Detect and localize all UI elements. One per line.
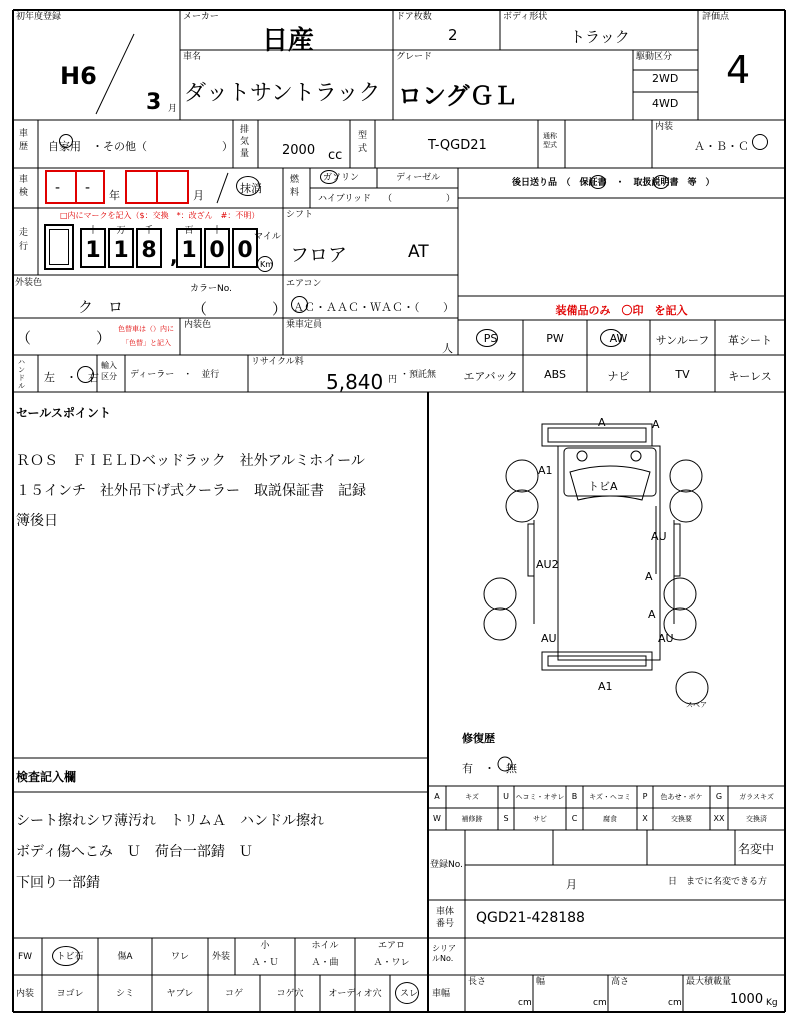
drive-label: 駆動区分	[636, 52, 673, 62]
legend-cell: B	[571, 792, 578, 801]
recycle-value: 5,840	[326, 370, 384, 394]
car-name-label: 車名	[183, 52, 202, 62]
int-color-paren-open: （	[16, 329, 32, 347]
legend-cell: P	[642, 792, 648, 801]
legend-cell: ヘコミ・オサレ	[515, 793, 565, 801]
history-label: 車歴	[19, 129, 29, 152]
legend-cell: サビ	[533, 815, 547, 823]
model-value: T-QGD21	[428, 138, 487, 153]
cm-unit: cm	[518, 998, 532, 1008]
recycle-label: リサイクル料	[251, 357, 304, 367]
selection-circle	[77, 366, 94, 383]
reg-month: 月	[566, 878, 577, 891]
color-paren-close: ）	[272, 300, 288, 318]
interior-damage-item: ヤブレ	[166, 989, 194, 999]
repair-history-value: 有 ・ 無	[462, 762, 517, 775]
recycle-unit: 円	[388, 375, 398, 385]
sales-line: 簿後日	[16, 513, 58, 529]
wheel-items: Ａ・曲	[311, 958, 339, 968]
capacity-unit: 人	[442, 342, 453, 355]
legend-cell: キズ・ヘコミ	[589, 793, 631, 801]
selection-circle	[257, 256, 273, 272]
color-no-label: カラーNo.	[190, 284, 232, 294]
inspection-none: 抹消	[240, 182, 262, 195]
equipment-item: ナビ	[607, 370, 630, 383]
fw-item: 傷A	[117, 952, 133, 962]
inspect-title: 検査記入欄	[16, 770, 77, 784]
chassis-label: 車体番号	[436, 907, 455, 929]
inspect-line: ボディ傷へこみ Ｕ 荷台一部錆 Ｕ	[16, 844, 253, 860]
equipment-item: サンルーフ	[655, 334, 710, 347]
legend-cell: キズ	[465, 793, 479, 801]
maker-value: 日産	[262, 26, 315, 56]
equipment-item: TV	[675, 368, 690, 381]
odometer-unit: 一	[240, 226, 250, 236]
kg-unit: Kg	[766, 998, 778, 1008]
inspection-label: 車検	[19, 175, 29, 198]
legend-cell: S	[503, 814, 509, 823]
repaint-note-1: 色替車は（）内に	[118, 325, 174, 333]
common-model-label: 通称型式	[543, 132, 557, 149]
grade-value: ロングＧＬ	[398, 82, 518, 110]
inspect-lines	[16, 806, 324, 899]
selection-circle	[395, 982, 419, 1004]
history-value: 自家用 ・その他（	[48, 140, 147, 153]
interior-damage-item: オーディオ穴	[328, 989, 382, 999]
equipment-item: ABS	[544, 368, 566, 381]
small-label: 小	[260, 941, 270, 951]
exterior-color: ク ロ	[78, 298, 124, 316]
interior-damage-item: スレ	[399, 989, 418, 999]
selection-circle	[752, 134, 768, 150]
selection-circle	[600, 329, 622, 347]
doors-value: 2	[448, 26, 458, 44]
legend-cell: ガラスキズ	[739, 793, 774, 801]
diagram-label: A1	[598, 680, 613, 693]
interior-damage-item: コゲ穴	[276, 989, 304, 999]
maker-label: メーカー	[183, 12, 219, 22]
odometer-unit: 十	[88, 226, 98, 236]
car-name-value: ダットサントラック	[184, 81, 381, 106]
diagram-label: A	[598, 416, 606, 429]
int-label: 内装	[16, 989, 35, 999]
odometer-unit: 十	[212, 226, 222, 236]
odometer-unit: 千	[144, 226, 154, 236]
legend-cell: 補修跡	[461, 815, 483, 823]
fuel-diesel: ディーゼル	[396, 173, 441, 183]
diagram-label: AU	[651, 530, 667, 543]
wheel-label: ホイル	[311, 941, 339, 951]
reg-no-label: 登録No.	[430, 860, 463, 870]
digit-separator: ,	[170, 244, 178, 268]
diagram-label: A	[648, 608, 656, 621]
displacement-value: 2000	[282, 143, 316, 158]
shift-value: フロア	[290, 244, 348, 266]
interior-damage-item: シミ	[115, 989, 134, 999]
odometer-digit: 1	[85, 238, 101, 263]
aircon-label: エアコン	[286, 279, 322, 289]
history-close: ）	[222, 140, 233, 153]
recycle-deposit: ・預託無	[400, 370, 437, 380]
equipment-header: 装備品のみ 〇印 を記入	[555, 304, 688, 317]
selection-circle	[653, 175, 669, 189]
length-label: 長さ	[468, 977, 487, 987]
km-label: Km	[260, 260, 274, 269]
handle-label: ハンドル	[18, 358, 25, 390]
selection-circle	[320, 170, 338, 184]
legend-cell: W	[433, 814, 441, 823]
mile-label: マイル	[254, 232, 281, 242]
diagram-label: AU	[658, 632, 674, 645]
selection-circle	[590, 175, 606, 189]
selection-circle	[236, 176, 260, 196]
height-label: 高さ	[611, 977, 630, 987]
first-reg-label: 初年度登録	[16, 12, 62, 22]
legend-cell: X	[642, 814, 648, 823]
legend-cell: 色あせ・ボケ	[660, 793, 703, 801]
diagram-label: スペア	[686, 701, 707, 709]
fuel-label: 燃料	[290, 175, 300, 198]
legend-cell: G	[715, 792, 723, 801]
mileage-box-inner	[49, 229, 69, 265]
handle-value: 左 ・ 右	[44, 371, 99, 384]
equipment-item: エアバック	[463, 370, 518, 383]
mileage-label: 走行	[19, 228, 29, 252]
color-paren-open: （	[192, 300, 208, 318]
max-load-value: 1000	[730, 992, 764, 1007]
drive-4wd: 4WD	[652, 97, 679, 110]
chassis-value: QGD21-428188	[476, 910, 585, 926]
exterior-color-label: 外装色	[15, 278, 43, 288]
drive-2wd: 2WD	[652, 72, 679, 85]
diagram-label: AU	[541, 632, 557, 645]
odometer-digit: 1	[181, 238, 197, 263]
model-label: 型式	[358, 131, 368, 154]
serial-label: シリアルNo.	[432, 944, 456, 963]
first-reg-month: 3	[146, 90, 162, 115]
score-value: 4	[726, 48, 751, 92]
selection-circle	[291, 296, 308, 313]
interior-grades: Ａ・Ｂ・Ｃ	[694, 140, 749, 153]
box-divider	[75, 170, 77, 204]
box-divider	[156, 170, 158, 204]
width-label: 幅	[536, 977, 546, 987]
fw-item: トビ石	[56, 952, 84, 962]
aircon-close: ）	[443, 301, 454, 314]
displacement-label: 排気量	[240, 125, 250, 159]
repair-history-label: 修復歴	[462, 732, 495, 745]
import-label: 輸入区分	[101, 361, 117, 381]
equipment-item: AW	[609, 332, 628, 345]
body-label: ボディ形状	[503, 12, 548, 22]
sales-line: １５インチ 社外吊下げ式クーラー 取説保証書 記録	[16, 483, 366, 499]
legend-cell: 腐食	[603, 815, 617, 823]
selection-circle	[59, 134, 73, 148]
diagram-label: トビA	[588, 480, 618, 493]
frame-label: 車幅	[432, 989, 451, 999]
odometer-unit: 百	[184, 226, 194, 236]
ext-label: 外装	[212, 952, 231, 962]
inspect-line: シート擦れシワ薄汚れ トリムＡ ハンドル擦れ	[16, 813, 324, 829]
equipment-item: キーレス	[728, 370, 772, 383]
equipment-item: 革シート	[728, 334, 772, 347]
int-color-paren-close: ）	[96, 329, 112, 347]
fuel-hybrid: ハイブリッド	[318, 194, 372, 204]
legend-cell: 交換済	[746, 815, 767, 823]
legend-cell: 交換要	[671, 815, 692, 823]
diagram-label: AU2	[536, 558, 559, 571]
equipment-item: PW	[546, 332, 564, 345]
sales-title: セールスポイント	[16, 406, 111, 420]
sales-lines	[16, 446, 366, 536]
odometer-unit: 万	[116, 226, 126, 236]
name-change: 名変中	[738, 842, 775, 856]
equipment-item: PS	[483, 332, 498, 345]
diagram-label: A1	[538, 464, 553, 477]
interior-label: 内装	[655, 122, 674, 132]
reg-day-text: 日 までに名変できる方	[668, 877, 768, 887]
doors-label: ドア枚数	[396, 12, 432, 22]
repaint-note-2: 「色替」と記入	[122, 339, 171, 347]
odometer-digit: 0	[237, 238, 253, 263]
fw-label: FW	[18, 952, 33, 962]
legend-cell: C	[571, 814, 578, 823]
inspect-line: 下回り一部錆	[16, 875, 100, 891]
legend-cell: U	[503, 792, 509, 801]
fuel-gasoline: ガソリン	[323, 173, 360, 183]
cm-unit: cm	[593, 998, 607, 1008]
interior-damage-item: ヨゴレ	[56, 989, 84, 999]
selection-circle	[52, 946, 80, 966]
odometer-digit: 1	[113, 238, 129, 263]
import-value: ディーラー ・ 並行	[130, 370, 220, 380]
paren-open: （	[383, 194, 393, 204]
interior-damage-item: コゲ	[224, 989, 243, 999]
dash: -	[85, 180, 91, 196]
grade-label: グレード	[396, 52, 433, 62]
aircon-value: ＡＣ・ＡＡＣ・ＷＡＣ・（	[293, 301, 420, 314]
shift-label: シフト	[286, 210, 314, 220]
legend-cell: XX	[713, 814, 725, 823]
cc-unit: cc	[328, 148, 343, 163]
odometer-digit: 0	[209, 238, 225, 263]
aero-items: Ａ・ワレ	[373, 958, 410, 968]
later-items: 後日送り品 （ 保証書 ・ 取扱説明書 等 ）	[512, 178, 715, 188]
fw-item: ワレ	[170, 952, 189, 962]
mileage-note: □内にマークを記入（$：交換 *：改ざん #：不明）	[60, 211, 260, 220]
first-reg-era: H6	[60, 62, 97, 90]
body-value: トラック	[570, 28, 630, 46]
odometer-digit: 8	[141, 238, 157, 263]
diagram-label: A	[645, 570, 653, 583]
damage-diagram	[430, 394, 784, 784]
diagram-label: A	[652, 418, 660, 431]
capacity-label: 乗車定員	[286, 320, 323, 330]
aero-label: エアロ	[377, 941, 405, 951]
paren-close: ）	[446, 194, 456, 204]
cm-unit: cm	[668, 998, 682, 1008]
interior-color-label: 内装色	[184, 320, 212, 330]
transmission-value: AT	[408, 242, 429, 262]
score-label: 評価点	[702, 12, 730, 22]
month-unit: 月	[168, 104, 178, 114]
sales-line: ＲＯＳ ＦＩＥＬＤベッドラック 社外アルミホイール	[16, 453, 365, 469]
selection-circle	[476, 329, 498, 347]
year-unit: 年	[109, 189, 120, 202]
legend-cell: A	[434, 792, 440, 801]
small-items: Ａ・Ｕ	[251, 958, 279, 968]
max-load-label: 最大積載量	[686, 977, 732, 987]
month-unit: 月	[193, 189, 204, 202]
dash: -	[55, 180, 61, 196]
